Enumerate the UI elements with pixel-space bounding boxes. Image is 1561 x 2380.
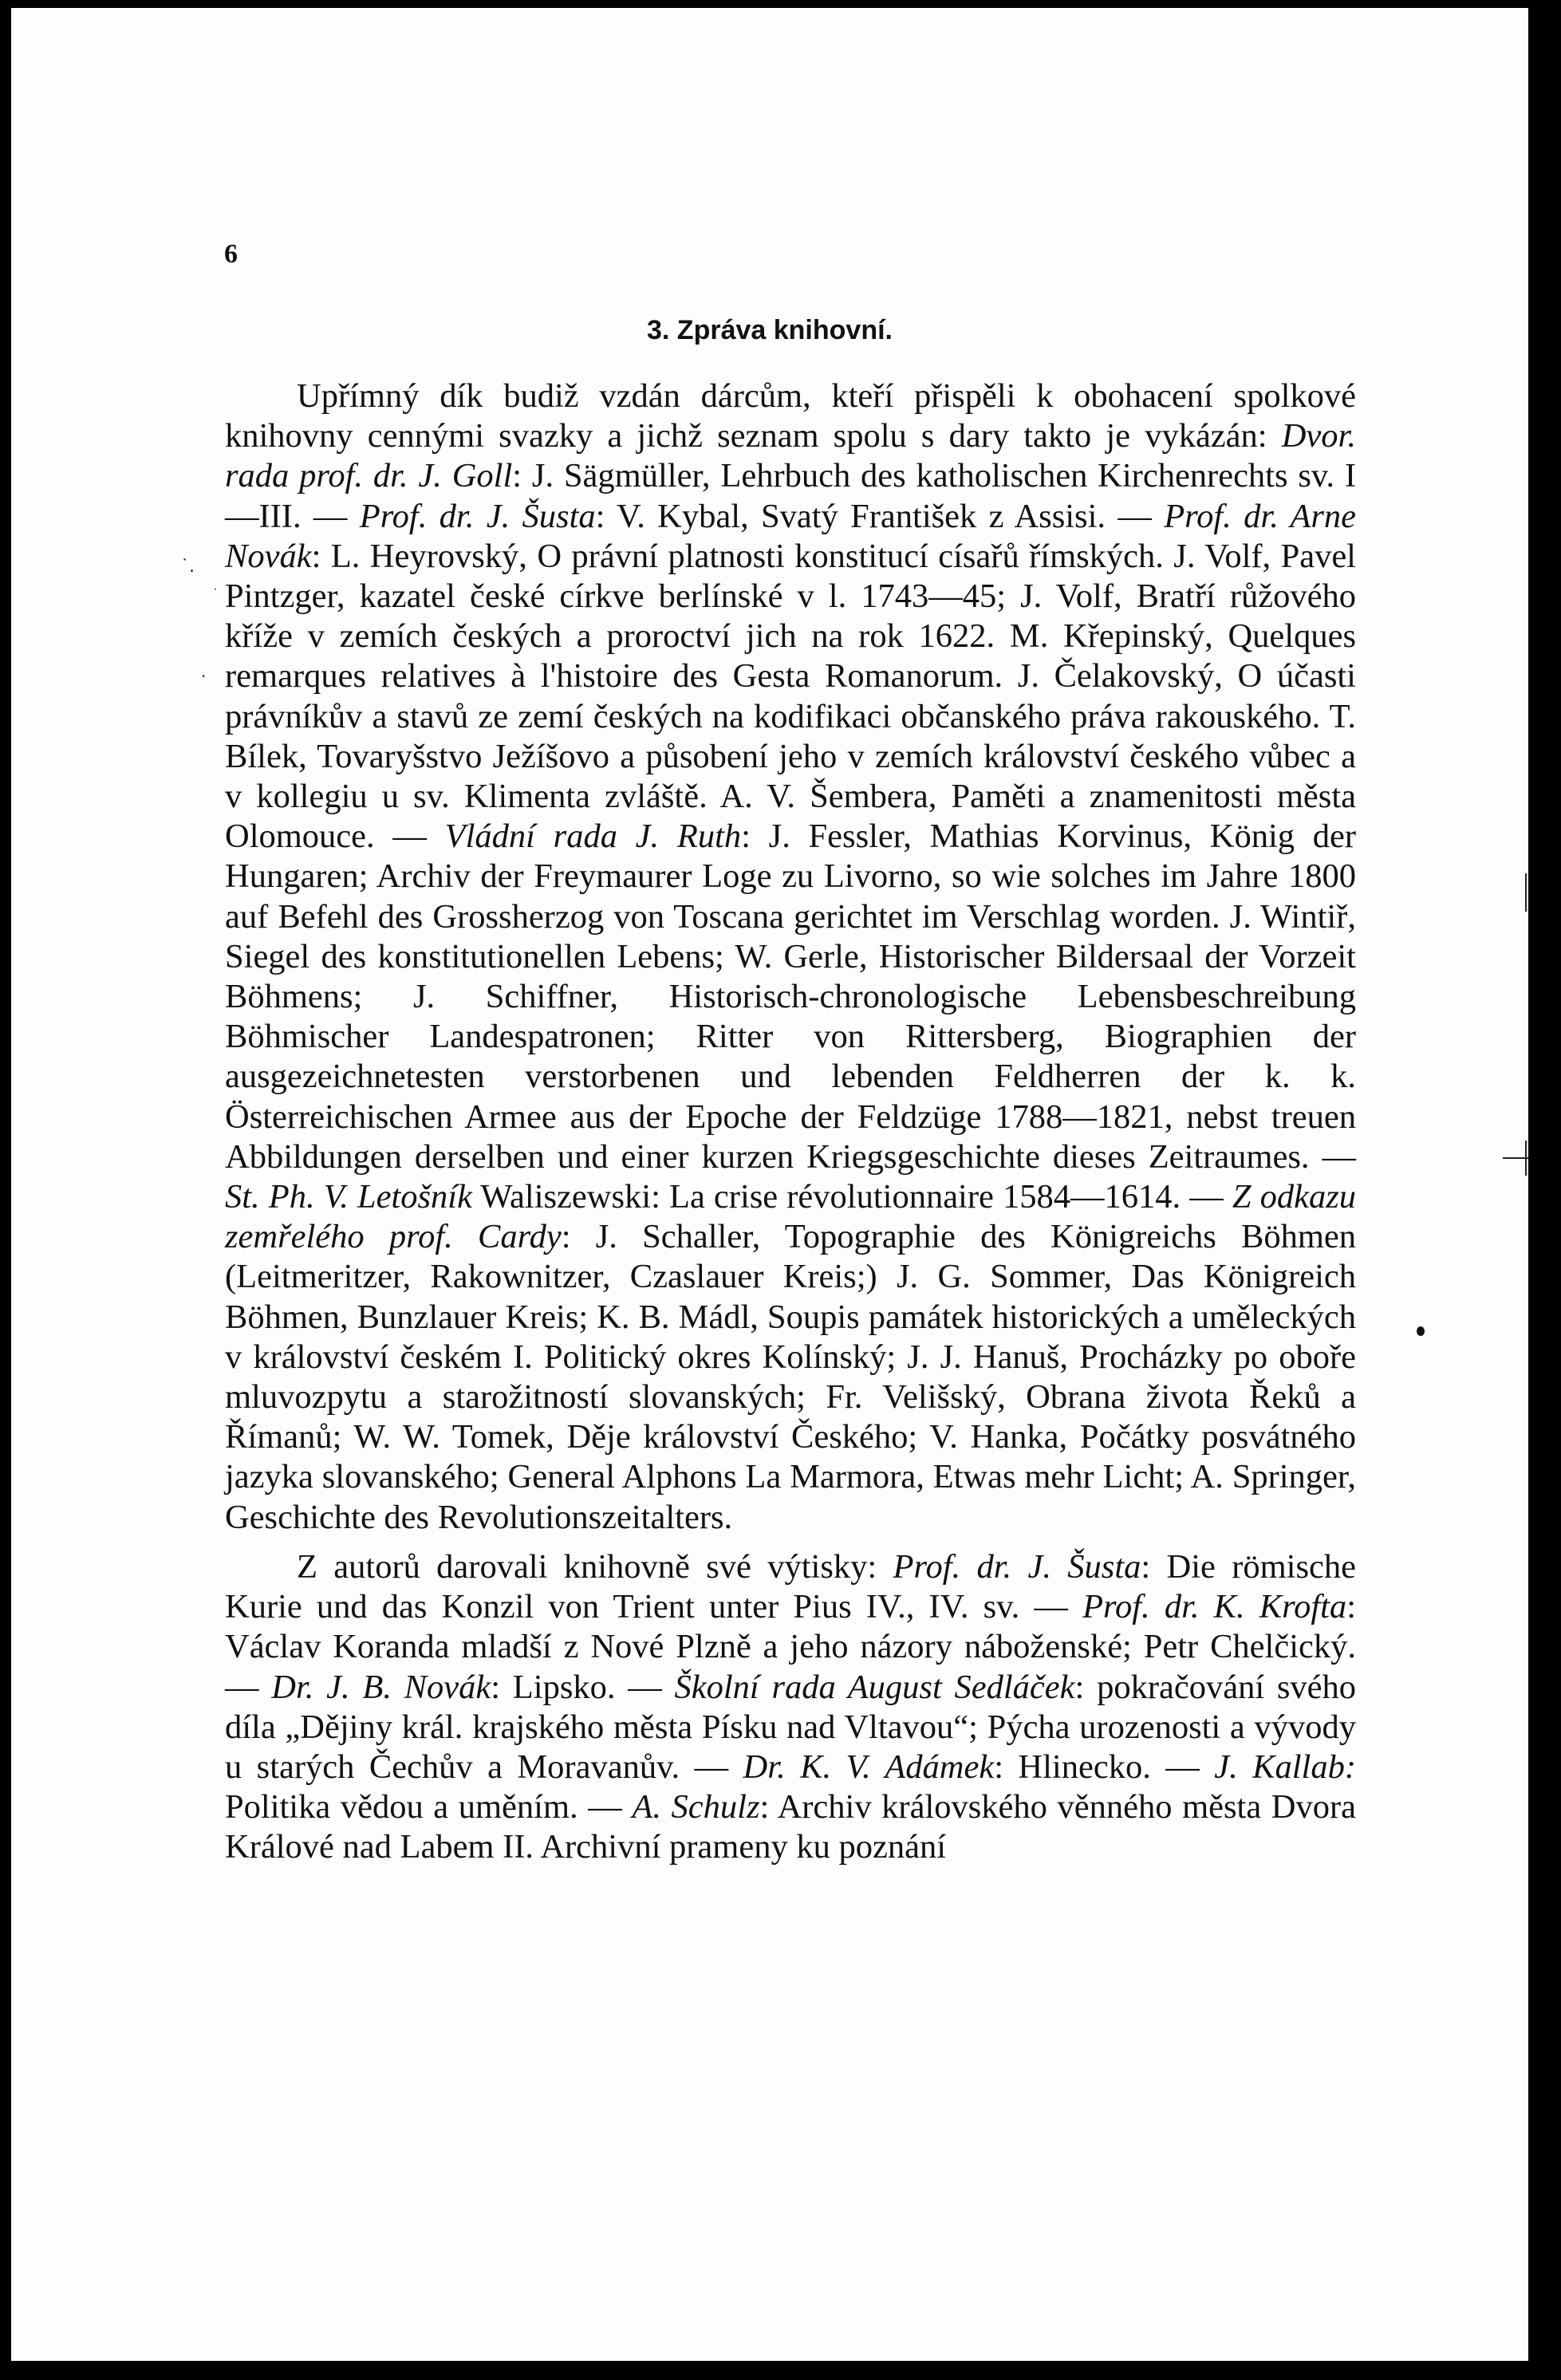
donor-name: J. Kallab: — [1214, 1748, 1357, 1786]
donor-name: Prof. dr. J. Šusta — [359, 497, 596, 535]
page-number: 6 — [224, 239, 238, 269]
margin-dot-mark — [1417, 1326, 1425, 1336]
donor-name: Prof. dr. J. Šusta — [893, 1547, 1141, 1586]
crop-mark — [1525, 1141, 1527, 1176]
margin-tick-mark: ˙. — [180, 557, 195, 577]
donor-name: St. Ph. V. Letošník — [225, 1178, 472, 1216]
paragraph — [225, 376, 1356, 1538]
donor-name: Dr. J. B. Novák — [271, 1668, 491, 1706]
text-run: : Archiv královského věnného města Dvora Králové nad Labem II. Archivní prameny ku poznání — [225, 1788, 1357, 1866]
margin-dot-mark: ˙ — [212, 586, 219, 601]
section-title — [11, 313, 1528, 347]
donor-name: Z odkazu zemřelého prof. Cardy — [225, 1178, 1356, 1256]
donor-name: A. Schulz — [632, 1788, 760, 1826]
text-run: : Václav Koranda mladší z Nové Plzně a jeho názory náboženské; Petr Chelčický. — — [225, 1588, 1356, 1706]
text-run: : Lipsko. — — [491, 1668, 675, 1706]
text-run: : L. Heyrovský, O právní platnosti konstitucí císařů římských. J. Volf, Pavel Pintzger, kazatel české církve berlínské v l. 1743—45; J. Volf, Bratří růžového kříže v zemích českých a proroctví jich na rok 1622. M. Křepinský, Quelques remarques relatives à l'histoire des Gesta Romanorum. J. Čelakovský, O účasti právníkův a stavů ze zemí českých na kodifikaci občanského práva rakouského. T. Bílek, Tovaryšstvo Ježíšovo a působení jeho v zemích království českého vůbec a v kollegiu u sv. Klimenta zvláště. A. V. Šembera, Paměti a znamenitosti města Olomouce. — — [225, 537, 1356, 856]
donor-name: Dr. K. V. Adámek — [743, 1748, 995, 1786]
text-run: Upřímný dík budiž vzdán dárcům, kteří přispěli k obohacení spolkové knihovny cennými svazky a jichž seznam spolu s dary takto je vykázán: — [225, 377, 1356, 455]
text-run: : J. Fessler, Mathias Korvinus, König der Hungaren; Archiv der Freymaurer Loge zu Livorno, so wie solches im Jahre 1800 auf Befehl des Grossherzog von Toscana gerichtet im Verschlag worden. J. Wintiř, Siegel des konstitutionellen Lebens; W. Gerle, Historischer Bildersaal der Vorzeit Böhmens; J. Schiffner, Historisch-chronologische Lebensbeschreibung Böhmischer Landespatronen; Ritter von Rittersberg, Biographien der ausgezeichnetesten verstorbenen und lebenden Feldherren der k. k. Österreichischen Armee aus der Epoche der Feldzüge 1788—1821, nebst treuen Abbildungen derselben und einer kurzen Kriegsgeschichte dieses Zeitraumes. — — [225, 818, 1356, 1176]
body-text — [225, 376, 1356, 1868]
crop-mark — [1525, 873, 1527, 912]
donor-name: Školní rada August Sedláček — [674, 1668, 1075, 1706]
text-run: : J. Schaller, Topographie des Königreichs Böhmen (Leitmeritzer, Rakownitzer, Czaslauer Kreis;) J. G. Sommer, Das Königreich Böhmen, Bunzlauer Kreis; K. B. Mádl, Soupis památek historických a uměleckých v království českém I. Politický okres Kolínský; J. J. Hanuš, Procházky po oboře mluvozpytu a starožitností slovanských; Fr. Velišský, Obrana života Řeků a Římanů; W. W. Tomek, Děje království Českého; V. Hanka, Počátky posvátného jazyka slovanského; General Alphons La Marmora, Etwas mehr Licht; A. Springer, Geschichte des Revolutionszeitalters. — [225, 1218, 1356, 1536]
text-run: : Hlinecko. — — [994, 1748, 1215, 1786]
text-run: Z autorů darovali knihovně své výtisky: — [297, 1547, 893, 1586]
text-run: Waliszewski: La crise révolutionnaire 1584—1614. — — [471, 1178, 1232, 1216]
margin-dot-mark: · — [201, 667, 207, 686]
donor-name: Vládní rada J. Ruth — [444, 818, 742, 856]
section-title-text: 3. Zpráva knihovní. — [647, 315, 893, 345]
donor-name: Prof. dr. K. Krofta — [1082, 1588, 1347, 1626]
paragraph — [225, 1547, 1356, 1868]
text-run: : Die römische Kurie und das Konzil von Trient unter Pius IV., IV. sv. — — [225, 1547, 1356, 1626]
text-run: Politika vědou a uměním. — — [225, 1788, 633, 1826]
text-run: : pokračování svého díla „Dějiny král. krajského města Písku nad Vltavou“; Pýcha urozenosti a vývody u starých Čechův a Moravanův. — — [225, 1668, 1357, 1786]
text-run: : V. Kybal, Svatý František z Assisi. — — [595, 497, 1165, 535]
donor-name: Prof. dr. Arne Novák — [225, 497, 1356, 575]
text-run: : J. Sägmüller, Lehrbuch des katholischen Kirchenrechts sv. I—III. — — [225, 457, 1357, 535]
donor-name: Dvor. rada prof. dr. J. Goll — [225, 417, 1356, 495]
document-page — [11, 8, 1528, 2361]
